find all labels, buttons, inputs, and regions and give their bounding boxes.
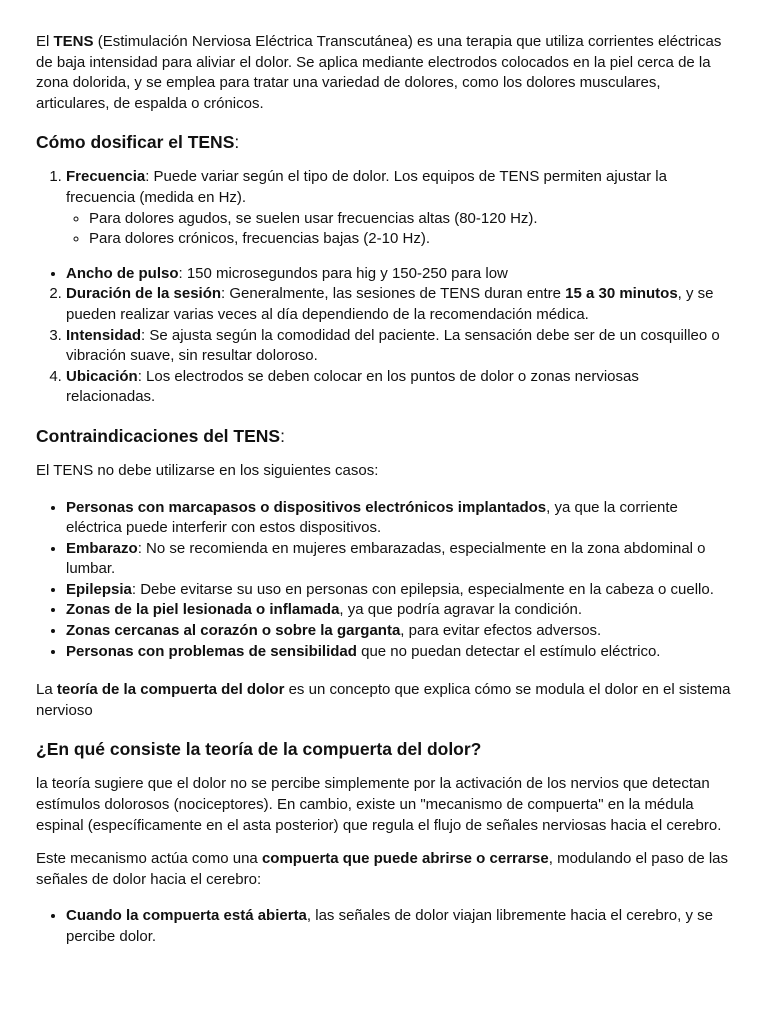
contra-item [66,642,732,663]
gate-p2-end: , modulando el paso de las señales de dolor hacia el cerebro: [36,850,729,888]
contra-item [66,498,732,539]
intro-text-end: (Estimulación Nerviosa Eléctrica Transcutánea) es una terapia que utiliza corrientes eléctricas de baja intensidad para aliviar el dolor. Se aplica mediante electrodos colocados en la piel cerca de la zona dolorida, y se emplea para tratar una variedad de dolores, como los dolores musculares, articulares, de espalda o crónicos. [36,33,722,112]
contra-list [36,498,732,663]
gate-intro-end: es un concepto que explica cómo se modula el dolor en el sistema nervioso [36,681,731,719]
item-text: , y se pueden realizar varias veces al día dependiendo de la recomendación médica. [66,285,714,323]
item-label: Epilepsia [66,580,132,598]
item-text: : No se recomienda en mujeres embarazadas, especialmente en la zona abdominal o lumbar. [66,539,706,578]
item-label: Intensidad [66,326,142,344]
gate-heading: ¿En qué consiste la teoría de la compuerta del dolor? [36,739,482,760]
dosing-item-intensity [66,326,732,367]
gate-intro-bold: teoría de la compuerta del dolor [56,681,285,699]
item-text: : Puede variar según el tipo de dolor. Los equipos de TENS permiten ajustar la frecuencia (medida en Hz). [66,168,667,206]
dosing-item-pulse-width [66,264,732,285]
dosing-heading-text: Cómo dosificar el TENS [36,132,235,153]
gate-item [66,906,732,947]
dosing-item-frequency [66,167,732,249]
dosing-item-duration [66,284,732,325]
item-text: : Se ajusta según la comodidad del paciente. La sensación debe ser de un cosquilleo o vibración suave, sin resultar doloroso. [66,326,720,365]
dosing-heading-colon: : [234,132,240,153]
contra-item [66,621,732,642]
item-label: Frecuencia [66,168,146,186]
pulse-width-list [36,264,732,285]
gate-list [36,906,732,947]
item-label: Zonas cercanas al corazón o sobre la garganta [66,622,401,640]
item-label: Ancho de pulso [66,264,179,282]
contra-lead: El TENS no debe utilizarse en los siguientes casos: [36,461,379,479]
item-label: Zonas de la piel lesionada o inflamada [66,601,340,619]
gate-intro-start: La [36,681,57,699]
contra-item [66,580,732,601]
item-text: , para evitar efectos adversos. [400,622,602,640]
item-text: : Debe evitarse su uso en personas con epilepsia, especialmente en la cabeza o cuello. [131,580,714,598]
dosing-list-continued [36,284,732,408]
item-text: : Los electrodos se deben colocar en los puntos de dolor o zonas nerviosas relacionadas. [66,367,639,406]
item-text: que no puedan detectar el estímulo eléctrico. [356,642,661,660]
item-label: Cuando la compuerta está abierta [66,907,307,925]
item-label: Personas con marcapasos o dispositivos electrónicos implantados [66,498,547,516]
item-text: : 150 microsegundos para hig y 150-250 para low [178,264,508,282]
gate-paragraph-1: la teoría sugiere que el dolor no se percibe simplemente por la activación de los nervios que detectan estímulos dolorosos (nociceptores). En cambio, existe un "mecanismo de compuerta" en la médula espinal (específicamente en el asta posterior) que regula el flujo de señales nerviosas hacia el cerebro. [36,775,722,834]
gate-p2-start: Este mecanismo actúa como una [36,850,262,868]
contra-item [66,600,732,621]
intro-paragraph [36,32,732,114]
item-text: , las señales de dolor viajan libremente hacia el cerebro, y se percibe dolor. [66,907,713,945]
intro-bold-term: TENS [53,33,94,50]
item-text: , ya que podría agravar la condición. [339,601,583,619]
contra-heading-text: Contraindicaciones del TENS [36,425,281,446]
dosing-list [36,167,732,249]
gate-intro-paragraph [36,680,732,721]
item-text: : Generalmente, las sesiones de TENS duran entre [221,285,566,303]
contra-heading-colon: : [280,425,285,446]
item-text: , ya que la corriente eléctrica puede interferir con estos dispositivos. [66,498,678,537]
item-label: Duración de la sesión [66,285,222,303]
gate-p2-bold: compuerta que puede abrirse o cerrarse [261,850,549,868]
gate-paragraph-2 [36,849,732,890]
frequency-sublist [66,209,732,250]
dosing-heading [36,131,732,153]
sub-item: ◦ Para dolores crónicos, frecuencias bajas (2-10 Hz). [89,229,732,250]
item-label: Ubicación [66,367,138,385]
dosing-item-location [66,367,732,408]
contra-heading [36,425,732,447]
item-label: Embarazo [66,539,138,557]
item-label: Personas con problemas de sensibilidad [66,642,357,660]
item-bold: 15 a 30 minutos [565,285,678,303]
intro-text-start: El [36,33,54,50]
contra-item [66,539,732,580]
sub-item: ◦ Para dolores agudos, se suelen usar frecuencias altas (80-120 Hz). [89,209,732,230]
